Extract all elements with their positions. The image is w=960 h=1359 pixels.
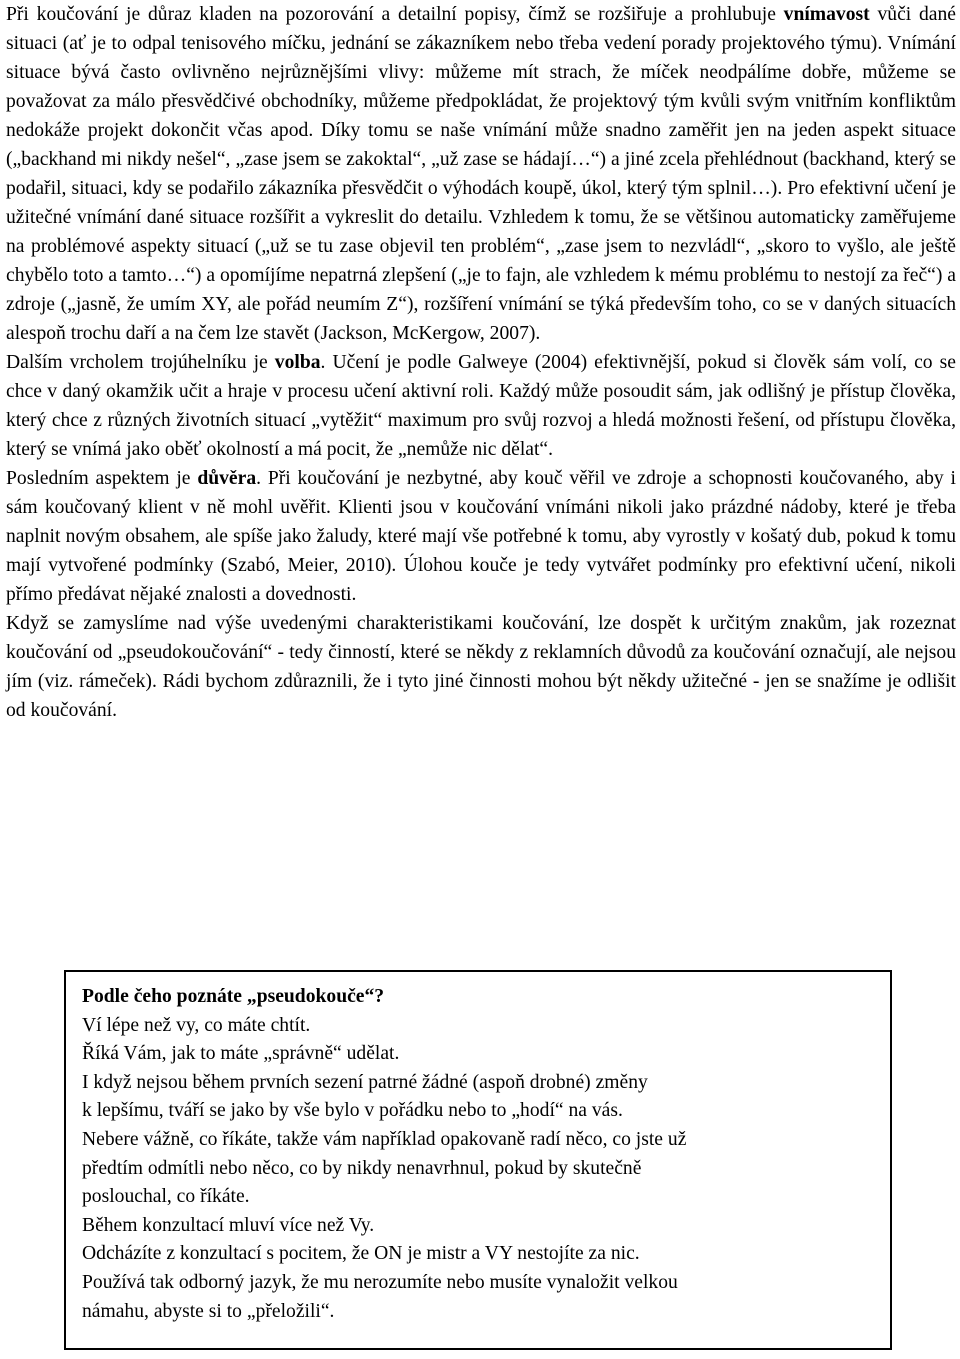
bold-term-volba: volba	[274, 352, 321, 373]
paragraph-pseudokoucovani	[6, 609, 956, 725]
pseudokouc-box	[64, 970, 892, 1350]
box-title: Podle čeho poznáte „pseudokouče“?	[82, 986, 385, 1007]
box-line: Říká Vám, jak to máte „správně“ udělat.	[82, 1043, 400, 1065]
box-line: I když nejsou během prvních sezení patrné žádné (aspoň drobné) změny	[82, 1071, 648, 1093]
paragraph-text: . Učení je podle Galweye (2004) efektivnější, pokud si člověk sám volí, co se chce v daný okamžik učit a hraje v procesu učení aktivní roli. Každý může posoudit sám, jak odlišný je přístup člověka, který chce z různých životních situací „vytěžit“ maximum pro svůj rozvoj a hledá možnosti řešení, od přístupu člověka, který se vnímá jako oběť okolností a má pocit, že „nemůže nic dělat“.	[6, 352, 956, 460]
box-line: Během konzultací mluví více než Vy.	[82, 1214, 375, 1236]
bold-term-vnimavost: vnímavost	[783, 4, 870, 25]
paragraph-volba	[6, 348, 956, 464]
paragraph-text: Posledním aspektem je	[6, 468, 198, 489]
paragraph-vnimavost	[6, 0, 956, 348]
box-line: Ví lépe než vy, co máte chtít.	[82, 1014, 311, 1036]
box-line: předtím odmítli nebo něco, co by nikdy nenavrhnul, pokud by skutečně	[82, 1157, 642, 1179]
paragraph-text: Dalším vrcholem trojúhelníku je	[6, 352, 275, 373]
paragraph-text: Když se zamyslíme nad výše uvedenými charakteristikami koučování, lze dospět k určitým znakům, jak rozeznat koučování od „pseudokoučování“ - tedy činností, které se někdy z reklamních důvodů za koučování označují, ale nejsou jím (viz. rámeček). Rádi bychom zdůraznili, že i tyto jiné činnosti mohou být někdy užitečné - jen se snažíme je odlišit od koučování.	[6, 613, 956, 721]
paragraph-text: vůči dané situaci (ať je to odpal tenisového míčku, jednání se zákazníkem nebo třeba vedení porady projektového týmu). Vnímání situace bývá často ovlivněno nejrůznějšími vlivy: můžeme mít strach, že míček neodpálíme dobře, můžeme se považovat za málo přesvědčivé obchodníky, můžeme předpokládat, že projektový tým kvůli svým vnitřním konfliktům nedokáže projekt dokončit včas apod. Díky tomu se naše vnímání může snadno zaměřit jen na jeden aspekt situace („backhand mi nikdy nešel“, „zase jsem se zakoktal“, „už zase se hádají…“) a jiné zcela přehlédnout (backhand, který se podařil, situaci, kdy se podařilo zákazníka přesvědčit o výhodách koupě, úkol, který tým splnil…). Pro efektivní učení je užitečné vnímání dané situace rozšířit a vykreslit do detailu. Vzhledem k tomu, že se většinou automaticky zaměřujeme na problémové aspekty situací („už se tu zase objevil ten problém“, „zase jsem to nezvládl“, „skoro to vyšlo, ale ještě chybělo toto a tamto…“) a opomíjíme nepatrná zlepšení („je to fajn, ale vzhledem k mému problému to nestojí za řeč“) a zdroje („jasně, že umím XY, ale pořád neumím Z“), rozšíření vnímání se týká především toho, co se v daných situacích alespoň trochu daří a na čem lze stavět (Jackson, McKergow, 2007).	[6, 4, 956, 344]
paragraph-duvera	[6, 464, 956, 609]
box-line: Odcházíte z konzultací s pocitem, že ON je mistr a VY nestojíte za nic.	[82, 1243, 640, 1265]
box-line: námahu, abyste si to „přeložili“.	[82, 1300, 335, 1322]
bold-term-duvera: důvěra	[197, 468, 257, 489]
box-line: Používá tak odborný jazyk, že mu nerozumíte nebo musíte vynaložit velkou	[82, 1271, 678, 1293]
paragraph-text: Při koučování je důraz kladen na pozorování a detailní popisy, čímž se rozšiřuje a prohlubuje	[6, 4, 784, 25]
box-line: Nebere vážně, co říkáte, takže vám například opakovaně radí něco, co jste už	[82, 1128, 687, 1150]
paragraph-text: . Při koučování je nezbytné, aby kouč věřil ve zdroje a schopnosti koučovaného, aby i sám koučovaný klient v ně mohl uvěřit. Klienti jsou v koučování vnímáni nikoli jako prázdné nádoby, které je třeba naplnit novým obsahem, ale spíše jako žaludy, které mají vše potřebné k tomu, aby vyrostly v košatý dub, pokud k tomu mají vytvořené podmínky (Szabó, Meier, 2010). Úlohou kouče je tedy vytvářet podmínky pro efektivní učení, nikoli přímo předávat nějaké znalosti a dovednosti.	[6, 468, 956, 605]
box-line: poslouchal, co říkáte.	[82, 1186, 250, 1208]
box-line: k lepšímu, tváří se jako by vše bylo v pořádku nebo to „hodí“ na vás.	[82, 1100, 623, 1122]
document-page	[6, 0, 956, 725]
